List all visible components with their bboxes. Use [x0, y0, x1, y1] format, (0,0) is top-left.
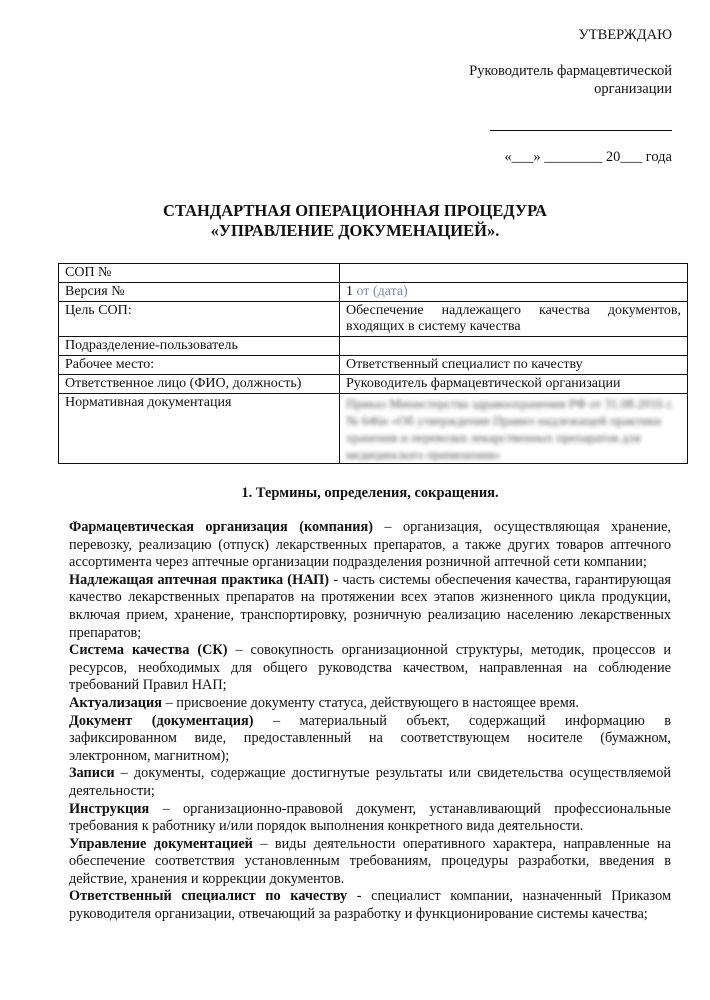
definition-item	[69, 695, 671, 713]
document-title-line2: «УПРАВЛЕНИЕ ДОКУМЕНАЦИЕЙ».	[210, 221, 500, 240]
definition-text: – присвоение документу статуса, действующего в настоящее время.	[162, 694, 579, 711]
row-label: Цель СОП:	[59, 302, 340, 337]
definition-text: – материальный объект, содержащий информацию в зафиксированном виде, предоставленный на соответствующем носителе (бумажном, электронном, магнитном);	[69, 712, 671, 764]
version-number: 1	[346, 284, 353, 299]
row-value	[340, 337, 688, 356]
row-value	[340, 394, 688, 464]
version-date-hint: от (дата)	[356, 284, 408, 299]
definition-text: – организация, осуществляющая хранение, перевозку, реализацию (отпуск) лекарственных препаратов, а также других товаров аптечного ассортимента через аптечные организации подразделения розничной аптечной сети компании;	[69, 519, 672, 571]
row-value: Ответственный специалист по качеству	[340, 356, 688, 375]
definition-item	[69, 572, 671, 642]
definition-term: Фармацевтическая организация (компания)	[69, 519, 373, 535]
row-value	[340, 302, 688, 337]
definition-item	[69, 713, 671, 766]
definition-term: Записи	[69, 765, 115, 782]
definition-term: Ответственный специалист по качеству	[69, 888, 348, 905]
definition-text: – виды деятельности оперативного характера, направленные на обеспечение соответствия установленным требованиям, процедуры разработки, введения в действие, хранения и коррекции документов.	[69, 835, 671, 887]
row-label: Рабочее место:	[59, 356, 340, 375]
definition-item	[69, 519, 671, 572]
definition-text: – документы, содержащие достигнутые результаты или свидетельства осуществляемой деятельности;	[69, 765, 671, 799]
definition-text: - часть системы обеспечения качества, гарантирующая качество лекарственных препаратов на протяжении всех этапов жизненного цикла продукции, включая прием, хранение, транспортировку, розничную реализацию населению лекарственных препаратов;	[69, 571, 671, 641]
definition-term: Инструкция	[69, 800, 150, 817]
definition-text: – совокупность организационной структуры, методик, процессов и ресурсов, необходимых для общего руководства качеством, направленная на соблюдение требований Правил НАП;	[69, 642, 671, 694]
approval-role-line2: организации	[594, 81, 672, 97]
definition-term: Надлежащая аптечная практика (НАП)	[69, 571, 330, 588]
row-value	[340, 283, 688, 302]
sop-info-table	[58, 263, 688, 464]
definition-term: Управление документацией	[69, 835, 253, 852]
signature-line	[490, 130, 672, 131]
definition-item	[69, 801, 671, 836]
document-title-line1: СТАНДАРТНАЯ ОПЕРАЦИОННАЯ ПРОЦЕДУРА	[163, 201, 547, 220]
approval-role-line1: Руководитель фармацевтической	[469, 63, 672, 79]
table-row	[59, 356, 688, 375]
document-title	[0, 201, 710, 241]
row-label: Нормативная документация	[59, 394, 340, 464]
definition-term: Документ (документация)	[69, 712, 254, 729]
approval-title: УТВЕРЖДАЮ	[578, 27, 672, 43]
definition-item	[69, 836, 671, 889]
definition-text: - специалист компании, назначенный Приказом руководителя организации, отвечающий за разработку и функционирование системы качества;	[69, 888, 671, 923]
definitions-list	[69, 519, 671, 924]
table-row	[59, 302, 688, 337]
blurred-regulations-text: Приказ Министерства здравоохранения РФ от 31.08.2016 г. № 646н «Об утверждении Правил надлежащей практики хранения и перевозки лекарственных препаратов для медицинского применения»	[346, 396, 674, 461]
row-label: Версия №	[59, 283, 340, 302]
approval-date: «___» ________ 20___ года	[504, 149, 672, 165]
definition-item	[69, 888, 671, 923]
row-label: СОП №	[59, 264, 340, 283]
definition-term: Система качества (СК)	[69, 642, 228, 659]
table-row	[59, 337, 688, 356]
approval-role	[469, 62, 672, 98]
definition-item	[69, 765, 671, 800]
row-label: Ответственное лицо (ФИО, должность)	[59, 375, 340, 394]
definition-text: – организационно-правовой документ, устанавливающий профессиональные требования к работнику и/или порядок выполнения конкретного вида деятельности.	[69, 800, 671, 835]
section-heading: 1. Термины, определения, сокращения.	[241, 485, 499, 501]
sop-goal-text: Обеспечение надлежащего качества документов, входящих в систему качества	[346, 303, 681, 334]
table-row	[59, 264, 688, 283]
table-row	[59, 283, 688, 302]
table-row	[59, 394, 688, 464]
table-row	[59, 375, 688, 394]
row-label: Подразделение-пользователь	[59, 337, 340, 356]
row-value	[340, 264, 688, 283]
definition-term: Актуализация	[69, 694, 162, 711]
definition-item	[69, 642, 671, 695]
row-value: Руководитель фармацевтической организации	[340, 375, 688, 394]
